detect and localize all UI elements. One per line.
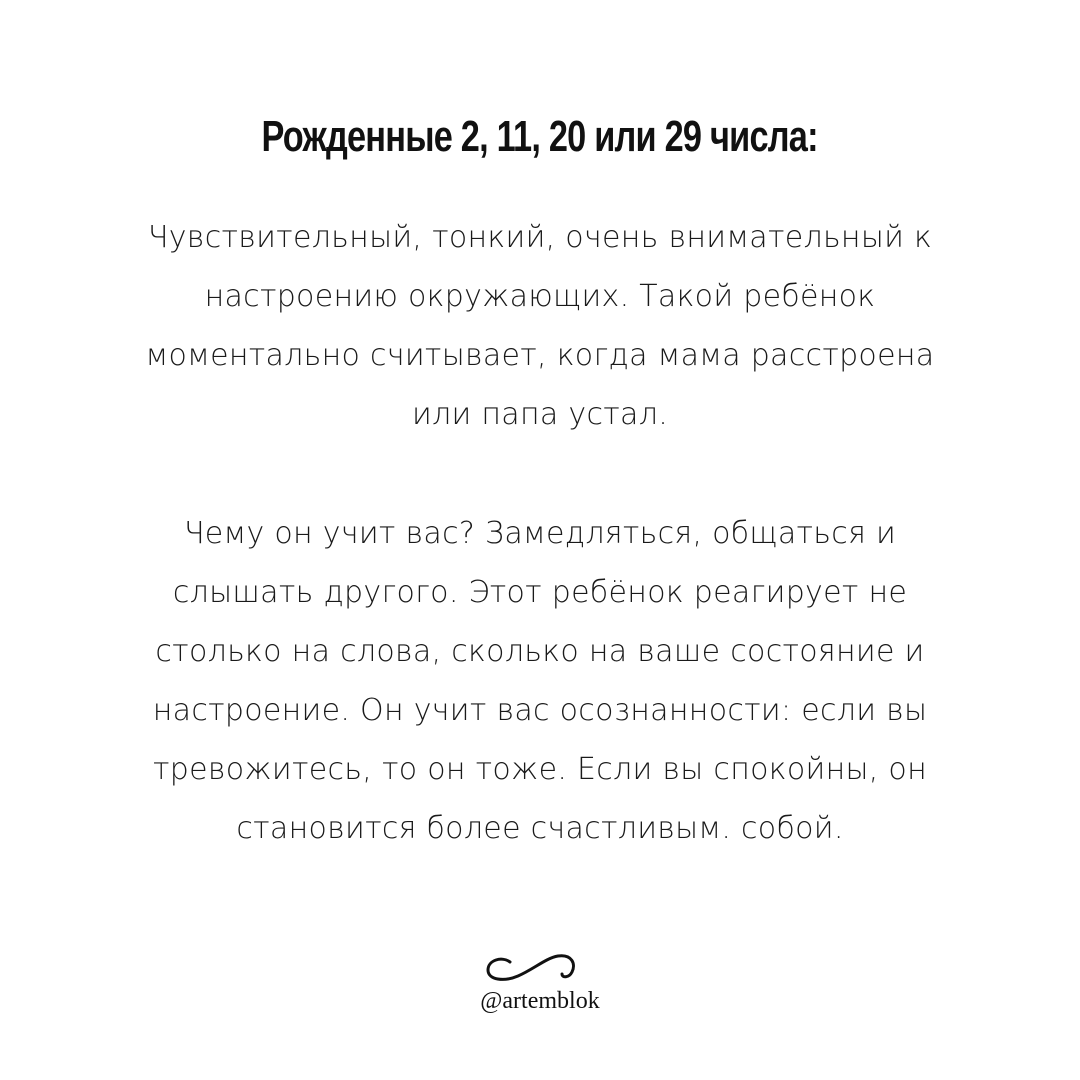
text-line: Чему он учит вас? Замедляться, общаться и xyxy=(183,516,897,551)
text-line: Чувствительный, тонкий, очень внимательный к xyxy=(147,220,933,255)
text-line: становится более счастливым. собой. xyxy=(236,811,844,846)
paragraph-description xyxy=(0,208,1080,444)
text-line: тревожитесь, то он тоже. Если вы спокойны, он xyxy=(152,752,928,787)
text-line: слышать другого. Этот ребёнок реагирует не xyxy=(172,575,908,610)
text-line: настроению окружающих. Такой ребёнок xyxy=(204,279,876,314)
infinity-swirl-icon xyxy=(484,952,596,988)
text-line: столько на слова, сколько на ваше состояние и xyxy=(155,634,925,669)
page-title xyxy=(0,112,1080,162)
paragraph-lesson xyxy=(0,504,1080,858)
title-text: Рожденные 2, 11, 20 или 29 числа: xyxy=(261,112,819,161)
text-line: моментально считывает, когда мама расстроена xyxy=(145,338,935,373)
text-line: или папа устал. xyxy=(411,397,669,432)
author-handle: @artemblok xyxy=(480,988,600,1014)
text-line: настроение. Он учит вас осознанности: если вы xyxy=(152,693,928,728)
